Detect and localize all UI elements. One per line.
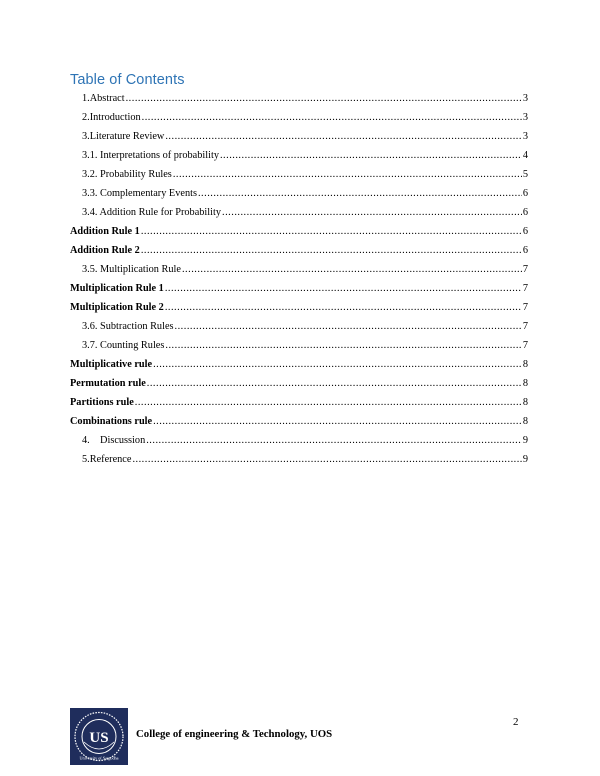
toc-entry[interactable] bbox=[70, 415, 528, 429]
toc-entry[interactable] bbox=[70, 244, 528, 258]
dot-leader bbox=[165, 130, 522, 144]
dot-leader bbox=[222, 206, 522, 220]
dot-leader bbox=[220, 149, 522, 163]
toc-entry-label: 3.Literature Review bbox=[82, 131, 165, 142]
toc-entry[interactable] bbox=[82, 187, 528, 201]
toc-entry[interactable] bbox=[82, 320, 528, 334]
toc-page-number: 8 bbox=[522, 378, 528, 389]
dot-leader bbox=[142, 111, 522, 125]
toc-page-number: 3 bbox=[522, 112, 528, 123]
toc-entry[interactable] bbox=[70, 377, 528, 391]
toc-entry-label: Multiplication Rule 2 bbox=[70, 302, 164, 313]
footer-text: College of engineering & Technology, UOS bbox=[136, 728, 333, 740]
dot-leader bbox=[175, 320, 522, 334]
toc-page-number: 8 bbox=[522, 397, 528, 408]
toc-entry[interactable] bbox=[70, 358, 528, 372]
dot-leader bbox=[165, 282, 522, 296]
toc-entry-label: 3.3. Complementary Events bbox=[82, 188, 197, 199]
dot-leader bbox=[141, 244, 522, 258]
toc-entry-label: Combinations rule bbox=[70, 416, 153, 427]
toc-page-number: 6 bbox=[522, 226, 528, 237]
toc-entry[interactable] bbox=[82, 206, 528, 220]
toc-entry[interactable] bbox=[82, 92, 528, 106]
toc-entry[interactable] bbox=[70, 396, 528, 410]
dot-leader bbox=[126, 92, 522, 106]
toc-entry[interactable] bbox=[82, 168, 528, 182]
toc-page-number: 9 bbox=[522, 454, 528, 465]
toc-entry-label: 3.5. Multiplication Rule bbox=[82, 264, 181, 275]
dot-leader bbox=[146, 434, 522, 448]
toc-title: Table of Contents bbox=[70, 72, 185, 88]
toc-entry-label: Multiplicative rule bbox=[70, 359, 153, 370]
toc-entry-label: 3.2. Probability Rules bbox=[82, 169, 172, 180]
toc-page-number: 4 bbox=[522, 150, 528, 161]
dot-leader bbox=[182, 263, 522, 277]
toc-page-number: 7 bbox=[522, 283, 528, 294]
toc-entry-label: Partitions rule bbox=[70, 397, 134, 408]
toc-entry[interactable] bbox=[82, 263, 528, 277]
toc-entry[interactable] bbox=[70, 301, 528, 315]
toc-entry-label: 3.4. Addition Rule for Probability bbox=[82, 207, 222, 218]
toc-page-number: 6 bbox=[522, 188, 528, 199]
toc-entry[interactable] bbox=[82, 130, 528, 144]
toc-page-number: 7 bbox=[522, 321, 528, 332]
toc-entry-label: Multiplication Rule 1 bbox=[70, 283, 164, 294]
toc-page-number: 3 bbox=[522, 93, 528, 104]
logo-text: University of Sargodha bbox=[79, 755, 119, 761]
toc-page-number: 7 bbox=[522, 264, 528, 275]
dot-leader bbox=[173, 168, 522, 182]
toc-entry[interactable] bbox=[82, 111, 528, 125]
toc-entry-label: 3.1. Interpretations of probability bbox=[82, 150, 219, 161]
toc-page-number: 9 bbox=[522, 435, 528, 446]
dot-leader bbox=[165, 301, 522, 315]
dot-leader bbox=[153, 415, 522, 429]
toc-entry-label: 4. Discussion bbox=[82, 435, 146, 446]
toc-page-number: 7 bbox=[522, 302, 528, 313]
toc-page-number: 7 bbox=[522, 340, 528, 351]
toc-page-number: 6 bbox=[522, 207, 528, 218]
toc-page-number: 8 bbox=[522, 359, 528, 370]
dot-leader bbox=[141, 225, 522, 239]
toc-entry[interactable] bbox=[70, 225, 528, 239]
page-number: 2 bbox=[513, 716, 519, 728]
toc-entry-label: Permutation rule bbox=[70, 378, 146, 389]
university-logo bbox=[70, 708, 128, 765]
toc-entry-label: 2.Introduction bbox=[82, 112, 141, 123]
toc-page-number: 5 bbox=[522, 169, 528, 180]
toc-entry[interactable] bbox=[70, 282, 528, 296]
dot-leader bbox=[147, 377, 522, 391]
toc-entry-label: Addition Rule 1 bbox=[70, 226, 140, 237]
toc-entry[interactable] bbox=[82, 453, 528, 467]
toc-page-number: 3 bbox=[522, 131, 528, 142]
toc-entry-label: 1.Abstract bbox=[82, 93, 125, 104]
dot-leader bbox=[153, 358, 522, 372]
toc-entry-label: Addition Rule 2 bbox=[70, 245, 140, 256]
toc-entry-label: 3.6. Subtraction Rules bbox=[82, 321, 174, 332]
toc-entry[interactable] bbox=[82, 149, 528, 163]
dot-leader bbox=[165, 339, 521, 353]
dot-leader bbox=[198, 187, 522, 201]
dot-leader bbox=[132, 453, 521, 467]
toc-entry[interactable] bbox=[82, 339, 528, 353]
logo-monogram: US bbox=[89, 730, 109, 746]
dot-leader bbox=[135, 396, 522, 410]
toc-page-number: 8 bbox=[522, 416, 528, 427]
toc-entry-label: 5.Reference bbox=[82, 454, 132, 465]
toc-entry-label: 3.7. Counting Rules bbox=[82, 340, 165, 351]
toc-entry[interactable] bbox=[82, 434, 528, 448]
toc-page-number: 6 bbox=[522, 245, 528, 256]
